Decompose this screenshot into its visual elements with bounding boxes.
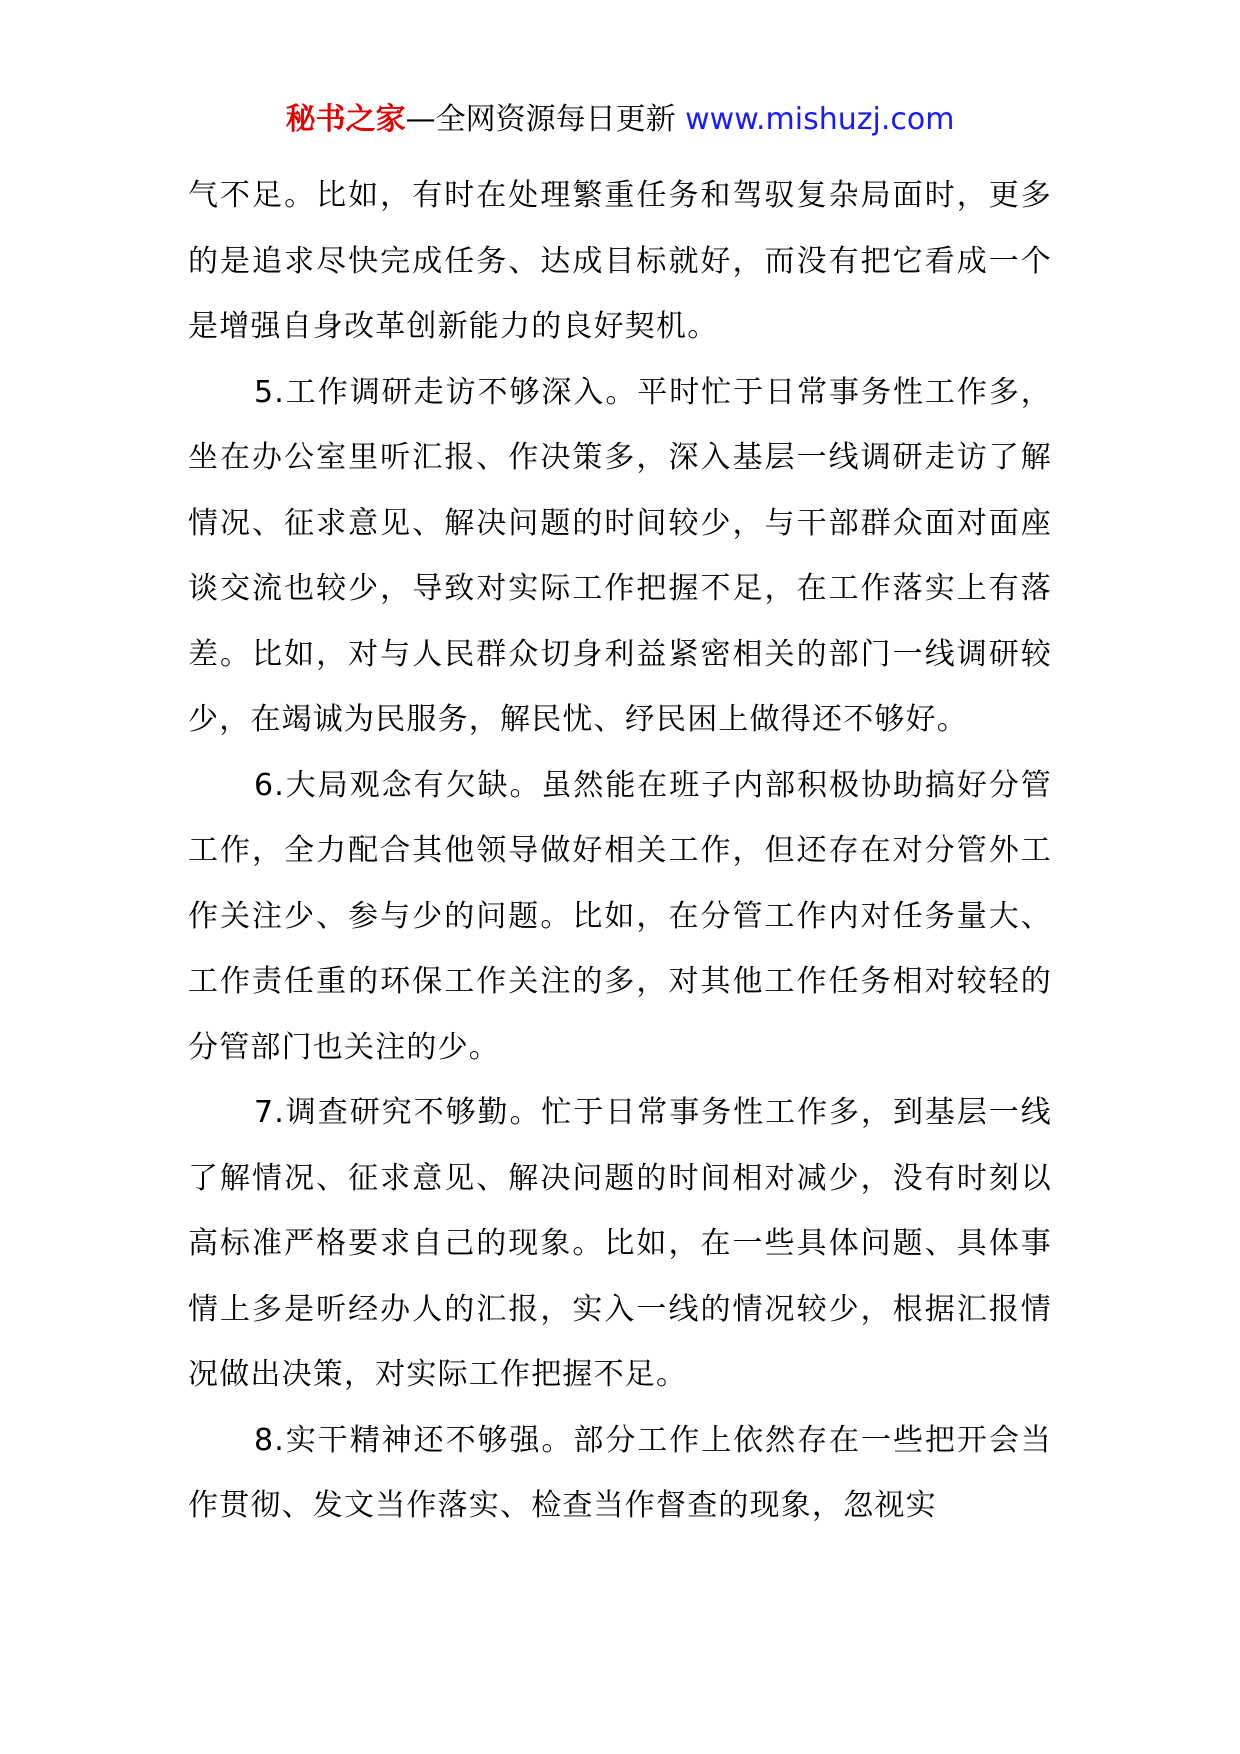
document-body (188, 163, 1052, 1539)
paragraph-item-6: 6.大局观念有欠缺。虽然能在班子内部积极协助搞好分管工作，全力配合其他领导做好相关工作，但还存在对分管外工作关注少、参与少的问题。比如，在分管工作内对任务量大、工作责任重的环保工作关注的多，对其他工作任务相对较轻的分管部门也关注的少。 (188, 767, 1052, 1065)
paragraph-item-8: 8.实干精神还不够强。部分工作上依然存在一些把开会当作贯彻、发文当作落实、检查当作督查的现象，忽视实 (188, 1422, 1052, 1523)
header-url-link[interactable]: www.mishuzj.com (685, 102, 955, 137)
page-header (0, 98, 1240, 142)
paragraph-item-7: 7.调查研究不够勤。忙于日常事务性工作多，到基层一线了解情况、征求意见、解决问题的时间相对减少，没有时刻以高标准严格要求自己的现象。比如，在一些具体问题、具体事情上多是听经办人的汇报，实入一线的情况较少，根据汇报情况做出决策，对实际工作把握不足。 (188, 1095, 1052, 1392)
paragraph-continuation: 气不足。比如，有时在处理繁重任务和驾驭复杂局面时，更多的是追求尽快完成任务、达成目标就好，而没有把它看成一个是增强自身改革创新能力的良好契机。 (188, 178, 1052, 344)
header-tagline: —全网资源每日更新 (405, 102, 686, 137)
header-brand: 秘书之家 (285, 102, 406, 137)
paragraph-item-5: 5.工作调研走访不够深入。平时忙于日常事务性工作多，坐在办公室里听汇报、作决策多，深入基层一线调研走访了解情况、征求意见、解决问题的时间较少，与干部群众面对面座谈交流也较少，导致对实际工作把握不足，在工作落实上有落差。比如，对与人民群众切身利益紧密相关的部门一线调研较少，在竭诚为民服务，解民忧、纾民困上做得还不够好。 (188, 374, 1052, 737)
